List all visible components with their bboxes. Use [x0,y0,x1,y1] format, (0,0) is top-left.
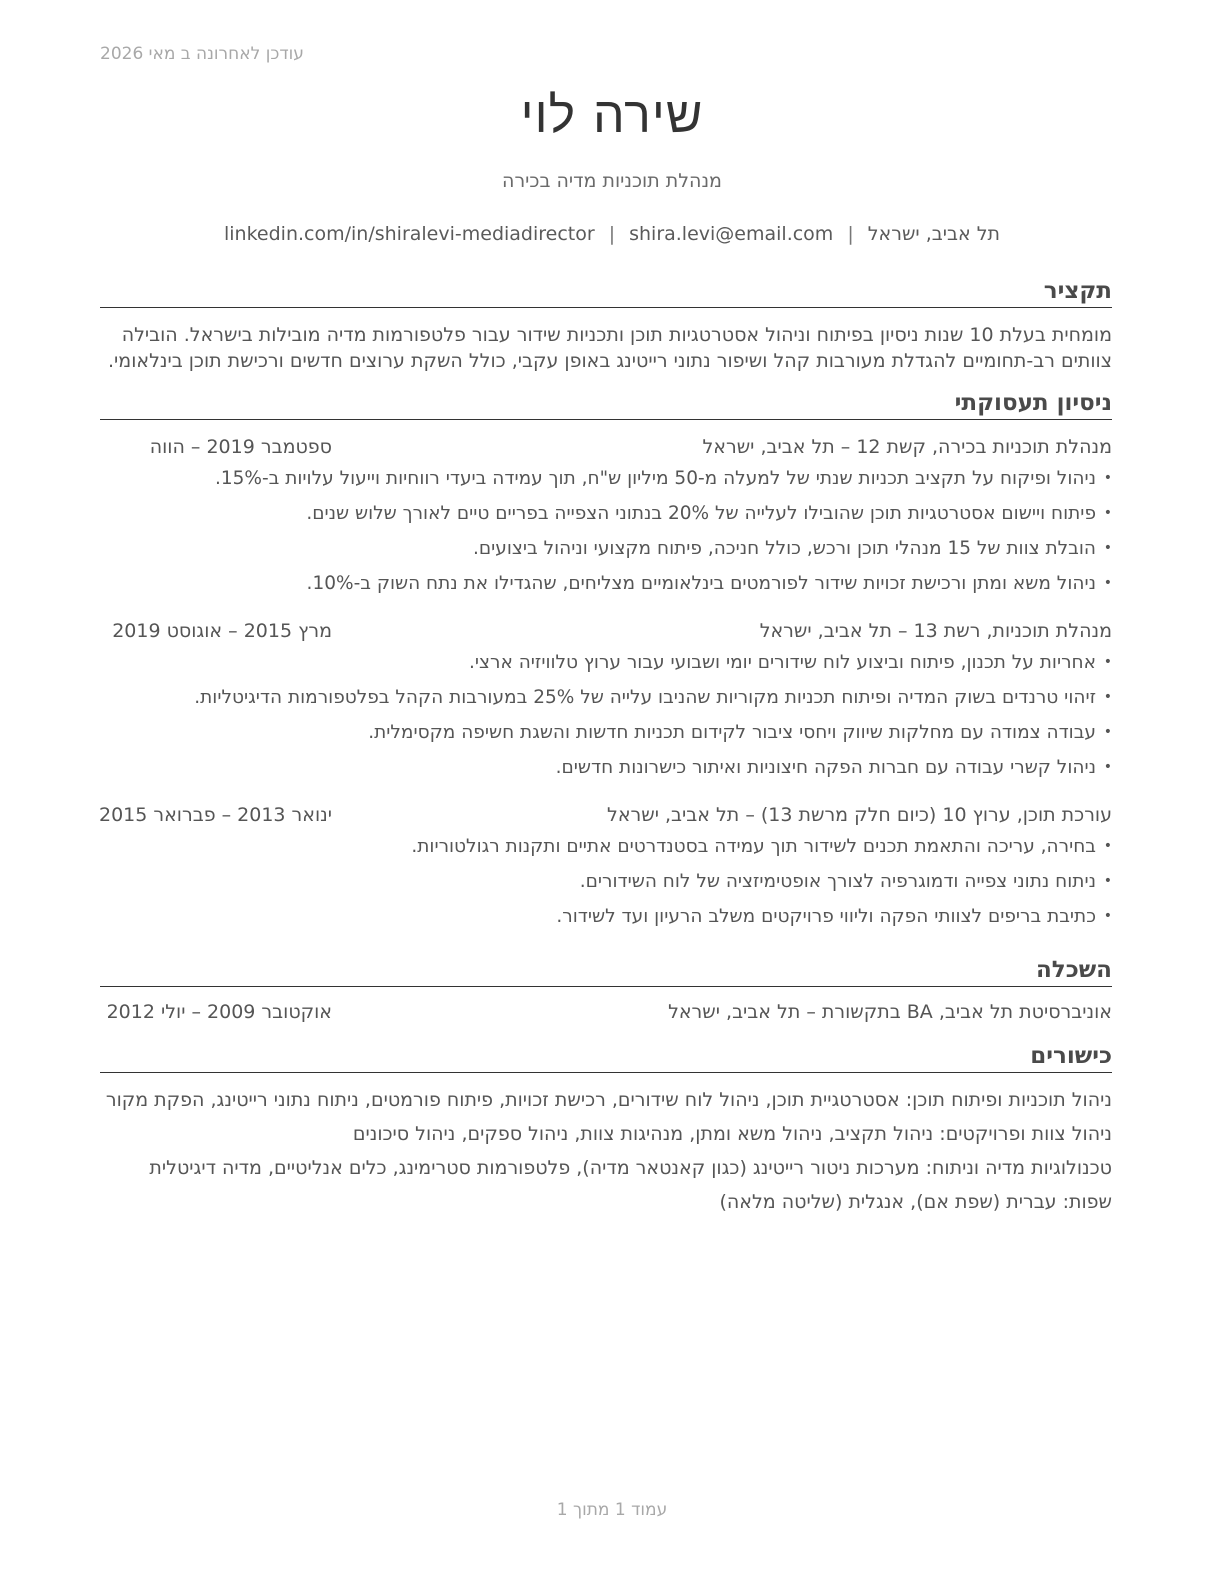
bullet-text: פיתוח ויישום אסטרטגיות תוכן שהובילו לעלייה של 20% בנתוני הצפייה בפריים טיים לאורך שלוש שנים. [306,503,1096,524]
job-title: מנהלת תוכניות, רשת 13 – תל אביב, ישראל [759,620,1112,642]
job-dates: ינואר 2013 – פברואר 2015 [98,804,332,826]
list-item [100,680,1112,715]
education-title: השכלה [100,955,1112,987]
bullet-icon: • [1103,908,1112,924]
contact-separator: | [847,223,854,245]
list-item [100,645,1112,680]
bullet-text: ניהול ופיקוח על תקציב תכניות שנתי של למעלה מ-50 מיליון ש"ח, תוך עמידה ביעדי רווחיות וייעול עלויות ב-15%. [214,468,1096,489]
candidate-name: שירה לוי [520,86,704,144]
bullet-text: זיהוי טרנדים בשוק המדיה ופיתוח תכניות מקוריות שהניבו עלייה של 25% במעורבות הקהל בפלטפורמות הדיגיטליות. [194,687,1096,708]
contact-separator: | [608,223,616,245]
list-item [100,715,1112,750]
bullet-icon: • [1103,540,1112,556]
skill-line: ניהול צוות ופרויקטים: ניהול תקציב, ניהול משא ומתן, מנהיגות צוות, ניהול ספקים, ניהול סיכונים [352,1123,1112,1145]
job-bullets [100,461,1112,601]
bullet-text: בחירה, עריכה והתאמת תכנים לשידור תוך עמידה בסטנדרטים אתיים ותקנות רגולטוריות. [411,836,1096,857]
job-entry [100,618,1112,785]
bullet-text: ניתוח נתוני צפייה ודמוגרפיה לצורך אופטימיזציה של לוח השידורים. [579,871,1096,892]
contact-location: תל אביב, ישראל [867,223,1000,245]
list-item [100,566,1112,601]
candidate-role: מנהלת תוכניות מדיה בכירה [502,170,722,192]
last-updated: עודכן לאחרונה ב מאי 2026 [100,44,304,64]
bullet-text: ניהול קשרי עבודה עם חברות הפקה חיצוניות ואיתור כישרונות חדשים. [555,757,1096,778]
skills-section [100,1041,1112,1219]
bullet-icon: • [1103,689,1112,705]
list-item [100,829,1112,864]
bullet-icon: • [1103,505,1112,521]
education-entry [100,999,1112,1025]
page-number: עמוד 1 מתוך 1 [556,1500,668,1520]
skill-line: ניהול תוכניות ופיתוח תוכן: אסטרטגיית תוכן, ניהול לוח שידורים, רכישת זכויות, פיתוח פורמטים, ניתוח נתוני רייטינג, הפקת מקור [105,1089,1112,1111]
list-item [100,864,1112,899]
education-section [100,955,1112,1025]
job-header [100,802,1112,828]
bullet-text: ניהול משא ומתן ורכישת זכויות שידור לפורמטים בינלאומיים מצליחים, שהגדילו את נתח השוק ב-10%. [306,573,1096,594]
contact-email[interactable]: shira.levi@email.com [629,223,834,245]
list-item [100,750,1112,785]
contact-line [0,223,1224,245]
bullet-icon: • [1103,838,1112,854]
summary-section [100,276,1112,374]
bullet-icon: • [1103,575,1112,591]
job-bullets [100,829,1112,934]
skills-list [100,1083,1112,1219]
job-entry [100,434,1112,601]
list-item [100,461,1112,496]
job-title: מנהלת תוכניות בכירה, קשת 12 – תל אביב, ישראל [702,436,1112,458]
bullet-icon: • [1103,759,1112,775]
job-bullets [100,645,1112,785]
summary-title: תקציר [100,276,1112,308]
bullet-text: עבודה צמודה עם מחלקות שיווק ויחסי ציבור לקידום תכניות חדשות והשגת חשיפה מקסימלית. [368,722,1096,743]
job-entry [100,802,1112,934]
bullet-icon: • [1103,873,1112,889]
skills-title: כישורים [100,1041,1112,1073]
list-item [100,531,1112,566]
job-title: עורכת תוכן, ערוץ 10 (כיום חלק מרשת 13) – תל אביב, ישראל [607,804,1112,826]
list-item [100,496,1112,531]
list-item [100,899,1112,934]
experience-title: ניסיון תעסוקתי [100,388,1112,420]
contact-linkedin[interactable]: linkedin.com/in/shiralevi-mediadirector [223,223,595,245]
bullet-text: הובלת צוות של 15 מנהלי תוכן ורכש, כולל חניכה, פיתוח מקצועי וניהול ביצועים. [472,538,1096,559]
education-dates: אוקטובר 2009 – יולי 2012 [106,1001,332,1023]
job-dates: מרץ 2015 – אוגוסט 2019 [112,620,332,642]
job-header [100,434,1112,460]
education-degree: אוניברסיטת תל אביב, BA בתקשורת – תל אביב, ישראל [668,1001,1112,1023]
skill-line: טכנולוגיות מדיה וניתוח: מערכות ניטור רייטינג (כגון קאנטאר מדיה), פלטפורמות סטרימינג, כלים אנליטיים, מדיה דיגיטלית [149,1157,1112,1179]
experience-section [100,388,1112,934]
bullet-icon: • [1103,470,1112,486]
job-header [100,618,1112,644]
bullet-icon: • [1103,724,1112,740]
summary-text: מומחית בעלת 10 שנות ניסיון בפיתוח וניהול אסטרטגיות תוכן ותכניות שידור עבור פלטפורמות מדיה מובילות בישראל. הובילה צוותים רב-תחומיים להגדלת מעורבות קהל ושיפור נתוני רייטינג באופן עקבי, כולל השקת ערוצים חדשים ורכישת תוכן בינלאומי. [108,324,1112,372]
bullet-icon: • [1103,654,1112,670]
job-dates: ספטמבר 2019 – הווה [149,436,332,458]
bullet-text: אחריות על תכנון, פיתוח וביצוע לוח שידורים יומי ושבועי עבור ערוץ טלוויזיה ארצי. [469,652,1096,673]
bullet-text: כתיבת בריפים לצוותי הפקה וליווי פרויקטים משלב הרעיון ועד לשידור. [556,906,1096,927]
skill-line: שפות: עברית (שפת אם), אנגלית (שליטה מלאה) [719,1191,1112,1213]
